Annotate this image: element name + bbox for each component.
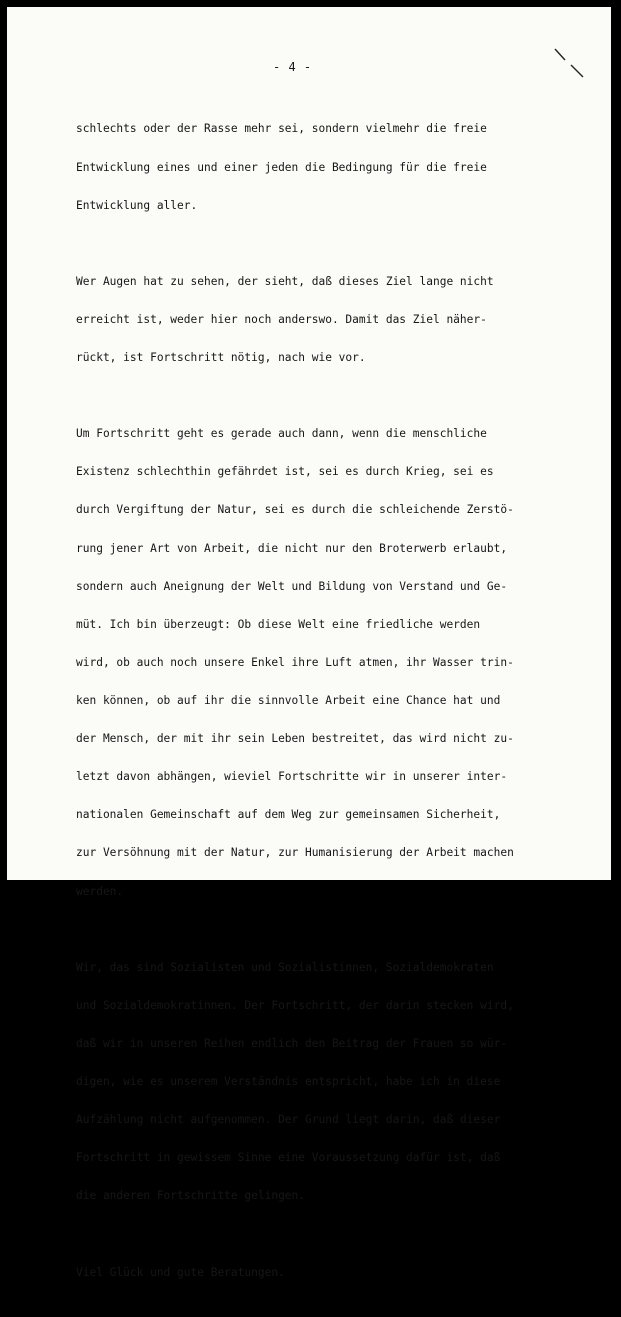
scan-border (611, 0, 621, 887)
paragraph-4 (76, 936, 556, 1228)
text-line: der Mensch, der mit ihr sein Leben bestreitet, das wird nicht zu- (76, 732, 514, 746)
text-line: zur Versöhnung mit der Natur, zur Humanisierung der Arbeit machen (76, 846, 514, 860)
text-line: die anderen Fortschritte gelingen. (76, 1189, 306, 1203)
text-line: rückt, ist Fortschritt nötig, nach wie vor. (76, 351, 366, 365)
document-page (7, 7, 612, 1279)
text-line: Existenz schlechthin gefährdet ist, sei es durch Krieg, sei es (76, 465, 494, 479)
text-line: Um Fortschritt geht es gerade auch dann, wenn die menschliche (76, 427, 487, 441)
text-line: digen, wie es unserem Verständnis entspricht, habe ich in diese (76, 1075, 501, 1089)
text-line: werden. (76, 884, 124, 898)
text-line: Wir, das sind Sozialisten und Sozialistinnen, Sozialdemokraten (76, 960, 494, 974)
text-line: ken können, ob auf ihr die sinnvolle Arbeit eine Chance hat und (76, 694, 501, 708)
text-line: Wer Augen hat zu sehen, der sieht, daß dieses Ziel lange nicht (76, 274, 494, 288)
text-line: sondern auch Aneignung der Welt und Bildung von Verstand und Ge- (76, 579, 508, 593)
text-line: und Sozialdemokratinnen. Der Fortschritt, der darin stecken wird, (76, 998, 514, 1012)
body-text (76, 98, 556, 1317)
text-line: wird, ob auch noch unsere Enkel ihre Luft atmen, ihr Wasser trin- (76, 655, 514, 669)
closing-line: Viel Glück und gute Beratungen. (76, 1265, 285, 1279)
text-line: rung jener Art von Arbeit, die nicht nur den Broterwerb erlaubt, (76, 541, 508, 555)
text-line: letzt davon abhängen, wieviel Fortschritte wir in unserer inter- (76, 770, 508, 784)
text-line: Fortschritt in gewissem Sinne eine Voraussetzung dafür ist, daß (76, 1151, 501, 1165)
text-line: durch Vergiftung der Natur, sei es durch die schleichende Zerstö- (76, 503, 514, 517)
text-line: Entwicklung eines und einer jeden die Bedingung für die freie (76, 160, 487, 174)
text-line: müt. Ich bin überzeugt: Ob diese Welt eine friedliche werden (76, 617, 481, 631)
text-line: daß wir in unseren Reihen endlich den Beitrag der Frauen so wür- (76, 1036, 508, 1050)
text-line: Aufzählung nicht aufgenommen. Der Grund liegt darin, daß dieser (76, 1113, 501, 1127)
paragraph-2 (76, 250, 556, 390)
paragraph-1 (76, 98, 556, 238)
paragraph-3 (76, 403, 556, 924)
text-line: nationalen Gemeinschaft auf dem Weg zur gemeinsamen Sicherheit, (76, 808, 501, 822)
paragraph-5 (76, 1241, 556, 1305)
text-line: schlechts oder der Rasse mehr sei, sondern vielmehr die freie (76, 122, 487, 136)
pen-mark-icon (549, 43, 589, 83)
text-line: erreicht ist, weder hier noch anderswo. Damit das Ziel näher- (76, 312, 487, 326)
page-number: - 4 - (273, 60, 312, 74)
text-line: Entwicklung aller. (76, 198, 198, 212)
